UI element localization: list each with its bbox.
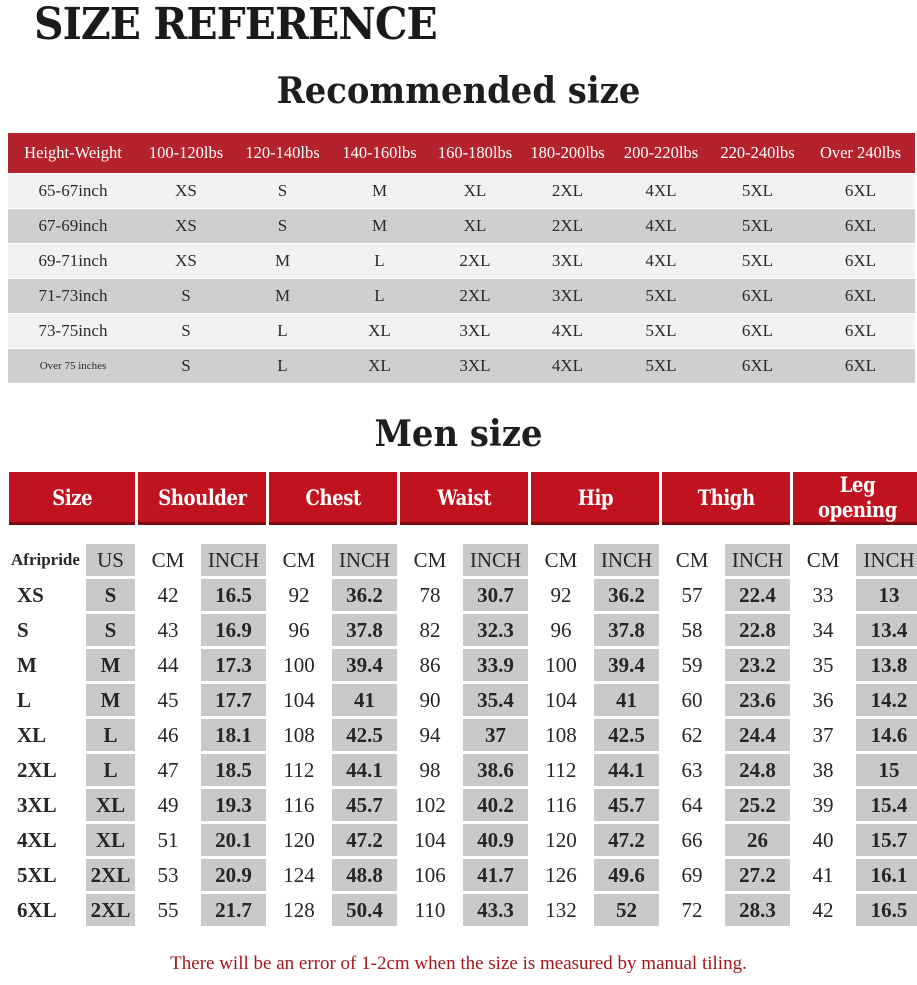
measurement-cell: 44.1 (594, 754, 659, 786)
recommended-size-cell: 2XL (522, 209, 613, 244)
measurement-cell: 43 (157, 617, 179, 642)
men-size-row (9, 894, 917, 926)
measurement-cell: 98 (419, 757, 441, 782)
men-column-header-label: Size (52, 484, 92, 510)
measurement-cell: 36 (812, 687, 834, 712)
measurement-cell: 104 (414, 827, 446, 852)
measurement-cell: 104 (545, 687, 577, 712)
recommended-size-cell: 3XL (428, 314, 522, 349)
measurement-cell: 35 (812, 652, 834, 677)
men-subheader-cell: INCH (332, 544, 397, 576)
men-size-table (6, 469, 917, 929)
measurement-cell: 49 (157, 792, 179, 817)
men-size-row (9, 754, 917, 786)
measurement-cell: 15 (856, 754, 917, 786)
measurement-cell: 40 (812, 827, 834, 852)
measurement-cell: 45 (157, 687, 179, 712)
measurement-cell: 13.4 (856, 614, 917, 646)
measurement-cell: 23.6 (725, 684, 790, 716)
recommended-size-cell: 3XL (522, 244, 613, 279)
size-label-cell: 2XL (17, 757, 57, 782)
recommended-size-cell: 6XL (709, 314, 806, 349)
recommended-size-cell: 4XL (522, 314, 613, 349)
height-range-cell: Over 75 inches (8, 349, 138, 384)
measurement-cell: 45.7 (332, 789, 397, 821)
us-size-cell: M (86, 684, 135, 716)
us-size-cell: XL (86, 789, 135, 821)
measurement-cell: 72 (681, 897, 703, 922)
measurement-cell: 66 (681, 827, 703, 852)
measurement-cell: 104 (283, 687, 315, 712)
men-subheader-cell: CM (806, 547, 840, 572)
spacer-cell (9, 525, 917, 541)
measurement-cell: 44 (157, 652, 179, 677)
recommended-size-cell: 6XL (806, 209, 915, 244)
recommended-size-cell: 5XL (613, 279, 709, 314)
measurement-cell: 92 (550, 582, 572, 607)
recommended-size-cell: S (138, 279, 234, 314)
measurement-cell: 42 (812, 897, 834, 922)
measurement-cell: 19.3 (201, 789, 266, 821)
men-size-row (9, 684, 917, 716)
measurement-cell: 14.6 (856, 719, 917, 751)
measurement-cell: 38.6 (463, 754, 528, 786)
recommended-size-cell: S (138, 314, 234, 349)
measurement-cell: 39.4 (332, 649, 397, 681)
measurement-cell: 37 (463, 719, 528, 751)
recommended-size-cell: 2XL (428, 279, 522, 314)
measurement-cell: 96 (288, 617, 310, 642)
recommended-size-cell: M (331, 174, 428, 209)
men-size-row (9, 789, 917, 821)
measurement-cell: 110 (414, 897, 446, 922)
measurement-cell: 92 (288, 582, 310, 607)
us-size-cell: L (86, 754, 135, 786)
recommended-column-header: Height-Weight (8, 133, 138, 174)
measurement-cell: 41 (812, 862, 834, 887)
measurement-cell: 41 (594, 684, 659, 716)
measurement-cell: 33 (812, 582, 834, 607)
recommended-size-cell: XS (138, 244, 234, 279)
men-column-header-label: Thigh (697, 484, 755, 510)
measurement-cell: 96 (550, 617, 572, 642)
measurement-cell: 112 (283, 757, 315, 782)
men-size-row (9, 579, 917, 611)
men-subheader-row (9, 544, 917, 576)
men-column-header (531, 472, 659, 522)
size-label-cell: 6XL (17, 897, 57, 922)
measurement-cell: 47.2 (594, 824, 659, 856)
recommended-size-cell: 6XL (806, 279, 915, 314)
measurement-cell: 90 (419, 687, 441, 712)
measurement-cell: 42 (157, 582, 179, 607)
measurement-cell: 21.7 (201, 894, 266, 926)
men-column-header-label: Chest (305, 484, 361, 510)
recommended-row (8, 244, 915, 279)
recommended-size-cell: 4XL (613, 209, 709, 244)
measurement-cell: 24.8 (725, 754, 790, 786)
men-subheader-cell: CM (675, 547, 709, 572)
size-label-cell: 5XL (17, 862, 57, 887)
page-title: SIZE REFERENCE (34, 0, 437, 50)
measurement-cell: 15.4 (856, 789, 917, 821)
measurement-cell: 24.4 (725, 719, 790, 751)
measurement-cell: 116 (545, 792, 577, 817)
recommended-column-header: 180-200lbs (522, 133, 613, 174)
measurement-cell: 20.9 (201, 859, 266, 891)
men-column-header (793, 472, 917, 522)
men-column-header-label: Shoulder (157, 484, 247, 510)
measurement-cell: 30.7 (463, 579, 528, 611)
measurement-cell: 17.7 (201, 684, 266, 716)
recommended-column-header: 220-240lbs (709, 133, 806, 174)
men-header-row (9, 472, 917, 522)
measurement-cell: 47 (157, 757, 179, 782)
recommended-size-cell: XL (331, 314, 428, 349)
measurement-cell: 108 (545, 722, 577, 747)
recommended-size-cell: L (331, 244, 428, 279)
measurement-cell: 37 (812, 722, 834, 747)
measurement-cell: 23.2 (725, 649, 790, 681)
size-label-cell: L (17, 687, 32, 712)
recommended-size-cell: XS (138, 209, 234, 244)
men-size-row (9, 649, 917, 681)
measurement-cell: 42.5 (594, 719, 659, 751)
us-size-cell: M (86, 649, 135, 681)
recommended-header-row (8, 133, 915, 174)
recommended-size-cell: M (331, 209, 428, 244)
recommended-column-header: 100-120lbs (138, 133, 234, 174)
measurement-cell: 42.5 (332, 719, 397, 751)
recommended-row (8, 349, 915, 384)
measurement-cell: 13.8 (856, 649, 917, 681)
measurement-cell: 116 (283, 792, 315, 817)
measurement-cell: 18.1 (201, 719, 266, 751)
measurement-cell: 100 (283, 652, 315, 677)
measurement-cell: 52 (594, 894, 659, 926)
measurement-cell: 50.4 (332, 894, 397, 926)
measurement-cell: 120 (283, 827, 315, 852)
recommended-size-cell: 4XL (522, 349, 613, 384)
recommended-column-header: 200-220lbs (613, 133, 709, 174)
recommended-size-cell: L (234, 314, 331, 349)
measurement-cell: 22.4 (725, 579, 790, 611)
recommended-size-cell: S (234, 174, 331, 209)
men-size-row (9, 719, 917, 751)
recommended-size-heading: Recommended size (276, 70, 641, 112)
measurement-cell: 100 (545, 652, 577, 677)
measurement-cell: 94 (419, 722, 441, 747)
measurement-cell: 82 (419, 617, 441, 642)
recommended-size-cell: M (234, 279, 331, 314)
recommended-size-cell: 5XL (709, 244, 806, 279)
recommended-size-cell: 4XL (613, 174, 709, 209)
recommended-size-cell: S (234, 209, 331, 244)
men-subheader-cell: INCH (725, 544, 790, 576)
measurement-cell: 40.9 (463, 824, 528, 856)
measurement-cell: 16.5 (856, 894, 917, 926)
recommended-size-cell: 3XL (522, 279, 613, 314)
measurement-cell: 128 (283, 897, 315, 922)
measurement-cell: 37.8 (332, 614, 397, 646)
recommended-size-cell: 5XL (613, 349, 709, 384)
measurement-cell: 59 (681, 652, 703, 677)
measurement-cell: 47.2 (332, 824, 397, 856)
size-label-cell: M (17, 652, 37, 677)
men-subheader-cell: Afripride (11, 550, 80, 569)
men-column-header (269, 472, 397, 522)
recommended-size-cell: 6XL (806, 244, 915, 279)
measurement-cell: 43.3 (463, 894, 528, 926)
measurement-cell: 28.3 (725, 894, 790, 926)
recommended-row (8, 209, 915, 244)
recommended-size-cell: 6XL (806, 314, 915, 349)
recommended-size-cell: 6XL (709, 349, 806, 384)
recommended-row (8, 174, 915, 209)
measurement-cell: 32.3 (463, 614, 528, 646)
measurement-cell: 14.2 (856, 684, 917, 716)
measurement-cell: 53 (157, 862, 179, 887)
measurement-cell: 124 (283, 862, 315, 887)
men-size-heading: Men size (374, 413, 543, 455)
measurement-cell: 112 (545, 757, 577, 782)
measurement-cell: 16.9 (201, 614, 266, 646)
height-range-cell: 71-73inch (8, 279, 138, 314)
measurement-cell: 60 (681, 687, 703, 712)
men-subheader-cell: INCH (856, 544, 917, 576)
recommended-size-cell: S (138, 349, 234, 384)
measurement-cell: 78 (419, 582, 441, 607)
men-column-header-label: Leg opening (818, 472, 897, 522)
size-label-cell: XS (17, 582, 44, 607)
men-size-row (9, 614, 917, 646)
men-subheader-cell: CM (151, 547, 185, 572)
measurement-cell: 22.8 (725, 614, 790, 646)
recommended-size-cell: L (234, 349, 331, 384)
men-subheader-cell: CM (544, 547, 578, 572)
size-label-cell: 3XL (17, 792, 57, 817)
measurement-cell: 25.2 (725, 789, 790, 821)
recommended-size-cell: 6XL (806, 349, 915, 384)
measurement-cell: 41.7 (463, 859, 528, 891)
height-range-cell: 73-75inch (8, 314, 138, 349)
measurement-error-note: There will be an error of 1-2cm when the size is measured by manual tiling. (170, 953, 747, 974)
measurement-cell: 57 (681, 582, 703, 607)
measurement-cell: 44.1 (332, 754, 397, 786)
measurement-cell: 46 (157, 722, 179, 747)
recommended-column-header: 160-180lbs (428, 133, 522, 174)
men-subheader-cell: INCH (463, 544, 528, 576)
measurement-cell: 36.2 (332, 579, 397, 611)
recommended-row (8, 279, 915, 314)
measurement-cell: 40.2 (463, 789, 528, 821)
recommended-size-cell: XS (138, 174, 234, 209)
measurement-cell: 51 (157, 827, 179, 852)
recommended-size-cell: L (331, 279, 428, 314)
measurement-cell: 34 (812, 617, 834, 642)
recommended-column-header: Over 240lbs (806, 133, 915, 174)
recommended-size-cell: 4XL (613, 244, 709, 279)
measurement-cell: 58 (681, 617, 703, 642)
measurement-cell: 64 (681, 792, 703, 817)
men-column-header (400, 472, 528, 522)
measurement-cell: 108 (283, 722, 315, 747)
recommended-size-cell: 6XL (709, 279, 806, 314)
measurement-cell: 17.3 (201, 649, 266, 681)
recommended-size-cell: XL (428, 209, 522, 244)
recommended-column-header: 120-140lbs (234, 133, 331, 174)
measurement-cell: 132 (545, 897, 577, 922)
men-subheader-cell: INCH (201, 544, 266, 576)
men-column-header-label: Hip (577, 484, 613, 510)
us-size-cell: S (86, 614, 135, 646)
measurement-cell: 16.1 (856, 859, 917, 891)
measurement-cell: 16.5 (201, 579, 266, 611)
measurement-cell: 38 (812, 757, 834, 782)
recommended-size-cell: 5XL (709, 174, 806, 209)
height-range-cell: 69-71inch (8, 244, 138, 279)
measurement-cell: 45.7 (594, 789, 659, 821)
men-subheader-cell: INCH (594, 544, 659, 576)
measurement-cell: 27.2 (725, 859, 790, 891)
measurement-cell: 69 (681, 862, 703, 887)
size-label-cell: XL (17, 722, 47, 747)
men-subheader-cell: CM (413, 547, 447, 572)
recommended-size-cell: 5XL (709, 209, 806, 244)
recommended-row (8, 314, 915, 349)
measurement-cell: 26 (725, 824, 790, 856)
recommended-size-cell: M (234, 244, 331, 279)
size-label-cell: S (17, 617, 29, 642)
measurement-cell: 33.9 (463, 649, 528, 681)
us-size-cell: 2XL (86, 859, 135, 891)
measurement-cell: 55 (157, 897, 179, 922)
measurement-cell: 39 (812, 792, 834, 817)
measurement-cell: 41 (332, 684, 397, 716)
measurement-cell: 35.4 (463, 684, 528, 716)
size-label-cell: 4XL (17, 827, 57, 852)
measurement-cell: 102 (414, 792, 446, 817)
men-subheader-cell: US (86, 544, 135, 576)
us-size-cell: 2XL (86, 894, 135, 926)
men-subheader-cell: CM (282, 547, 316, 572)
measurement-cell: 18.5 (201, 754, 266, 786)
measurement-cell: 120 (545, 827, 577, 852)
measurement-cell: 106 (414, 862, 446, 887)
measurement-cell: 62 (681, 722, 703, 747)
recommended-size-cell: 5XL (613, 314, 709, 349)
measurement-cell: 13 (856, 579, 917, 611)
measurement-cell: 20.1 (201, 824, 266, 856)
us-size-cell: S (86, 579, 135, 611)
measurement-cell: 49.6 (594, 859, 659, 891)
recommended-size-cell: XL (331, 349, 428, 384)
measurement-cell: 126 (545, 862, 577, 887)
us-size-cell: XL (86, 824, 135, 856)
men-column-header (9, 472, 135, 522)
measurement-cell: 86 (419, 652, 441, 677)
recommended-size-table (8, 133, 915, 383)
recommended-size-cell: 2XL (428, 244, 522, 279)
recommended-size-cell: 2XL (522, 174, 613, 209)
men-column-header (138, 472, 266, 522)
recommended-size-cell: 3XL (428, 349, 522, 384)
measurement-cell: 39.4 (594, 649, 659, 681)
measurement-cell: 36.2 (594, 579, 659, 611)
measurement-cell: 37.8 (594, 614, 659, 646)
measurement-cell: 48.8 (332, 859, 397, 891)
height-range-cell: 67-69inch (8, 209, 138, 244)
men-column-header-label: Waist (437, 484, 491, 510)
recommended-column-header: 140-160lbs (331, 133, 428, 174)
header-spacer (9, 525, 917, 541)
us-size-cell: L (86, 719, 135, 751)
men-size-row (9, 824, 917, 856)
height-range-cell: 65-67inch (8, 174, 138, 209)
recommended-size-cell: 6XL (806, 174, 915, 209)
measurement-cell: 15.7 (856, 824, 917, 856)
men-size-row (9, 859, 917, 891)
men-column-header (662, 472, 790, 522)
measurement-cell: 63 (681, 757, 703, 782)
recommended-size-cell: XL (428, 174, 522, 209)
